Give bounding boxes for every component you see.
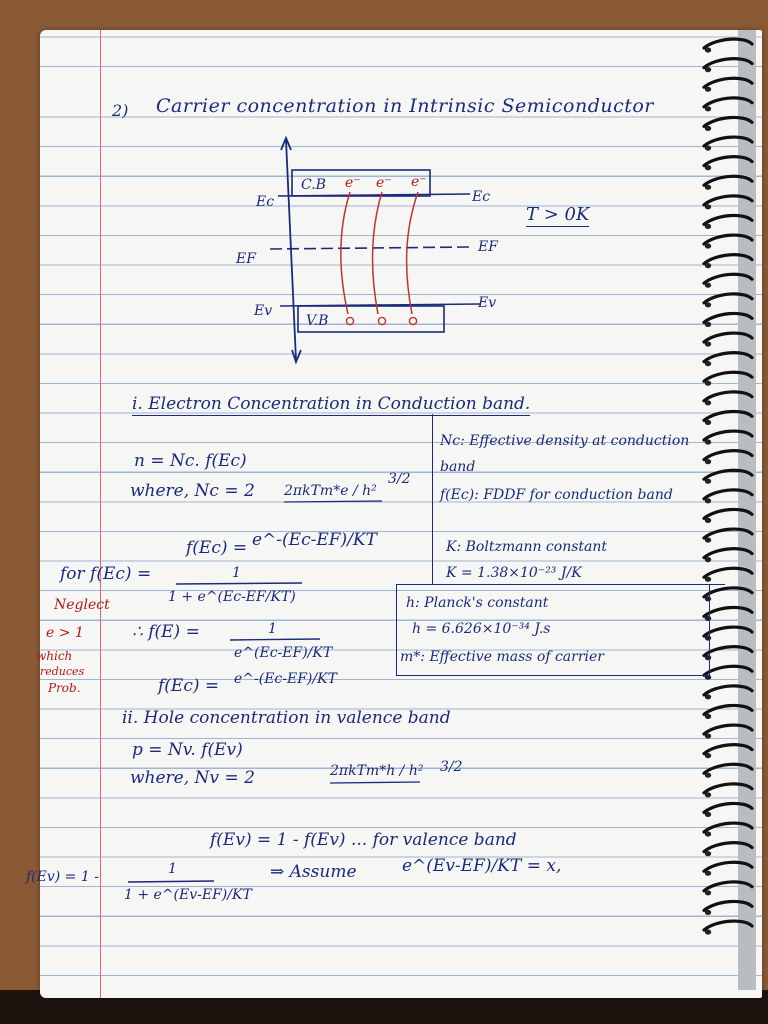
def-k-value: K = 1.38×10⁻²³ J/K bbox=[446, 565, 582, 581]
def-h: h: Planck's constant bbox=[406, 595, 549, 611]
def-k: K: Boltzmann constant bbox=[446, 539, 608, 555]
bracket-rule-2 bbox=[330, 782, 420, 783]
page-title: Carrier concentration in Intrinsic Semiconductor bbox=[156, 95, 654, 117]
assume-label: ⇒ Assume bbox=[270, 862, 357, 882]
margin-note-line3: which bbox=[36, 649, 73, 663]
result-value: e^-(Ec-EF)/KT bbox=[234, 671, 337, 687]
electron-2: e⁻ bbox=[376, 175, 392, 191]
frac-line-2 bbox=[230, 639, 320, 640]
ec-left-label: Ec bbox=[256, 194, 275, 210]
section-i-eq1: n = Nc. f(Ec) bbox=[134, 451, 247, 471]
bracket-rule-1 bbox=[284, 501, 382, 502]
assume-expression: e^(Ev-EF)/KT = x, bbox=[402, 856, 562, 876]
section-ii-heading: ii. Hole concentration in valence band bbox=[122, 708, 451, 728]
temperature-label: T > 0K bbox=[526, 204, 590, 225]
for-numerator: 1 bbox=[232, 565, 241, 581]
frac-line-1 bbox=[176, 583, 302, 584]
for-label: for f(Ec) = bbox=[60, 564, 152, 584]
therefore-numerator: 1 bbox=[268, 621, 277, 637]
def-nc: Nc: Effective density at conduction band bbox=[440, 433, 690, 475]
section-ii-eq3: f(Ev) = 1 - f(Ev) ... for valence band bbox=[210, 830, 517, 850]
section-i-heading: i. Electron Concentration in Conduction band. bbox=[132, 394, 531, 414]
title-number: 2) bbox=[112, 101, 129, 120]
margin-note-line5: Prob. bbox=[48, 681, 81, 695]
electron-3: e⁻ bbox=[411, 174, 427, 190]
margin-note-line1: Neglect bbox=[54, 597, 110, 613]
therefore-prefix: ∴ f(E) = bbox=[132, 622, 200, 642]
margin-note-line4: reduces bbox=[40, 665, 85, 678]
frac-line-3 bbox=[128, 881, 214, 882]
ev-right-label: Ev bbox=[478, 295, 497, 311]
section-i-eq2-exp: 3/2 bbox=[388, 471, 411, 487]
section-i-eq2-prefix: where, Nc = 2 bbox=[130, 481, 255, 501]
electron-1: e⁻ bbox=[345, 175, 361, 191]
cb-label: C.B bbox=[301, 177, 326, 193]
ec-right-label: Ec bbox=[472, 189, 491, 205]
ev-left-label: Ev bbox=[254, 303, 273, 319]
section-ii-eq4-num: 1 bbox=[168, 861, 177, 877]
for-denominator: 1 + e^(Ec-EF/KT) bbox=[168, 589, 296, 605]
vb-label: V.B bbox=[306, 313, 329, 329]
section-i-eq2-bracket: 2πkTm*e / h² bbox=[284, 483, 377, 499]
def-m: m*: Effective mass of carrier bbox=[400, 649, 604, 665]
ef-left-label: EF bbox=[236, 251, 256, 267]
section-ii-eq4-left: f(Ev) = 1 - bbox=[26, 869, 99, 885]
section-ii-eq1: p = Nv. f(Ev) bbox=[132, 740, 243, 760]
def-h-value: h = 6.626×10⁻³⁴ J.s bbox=[412, 621, 551, 637]
section-i-eq3-value: e^-(Ec-EF)/KT bbox=[252, 530, 377, 550]
section-ii-eq2-bracket: 2πkTm*h / h² bbox=[330, 763, 424, 779]
def-fec: f(Ec): FDDF for conduction band bbox=[440, 487, 673, 503]
margin-note-line2: e > 1 bbox=[46, 625, 84, 641]
result-prefix: f(Ec) = bbox=[158, 676, 220, 696]
section-ii-eq2-exp: 3/2 bbox=[440, 759, 463, 775]
therefore-denominator: e^(Ec-EF)/KT bbox=[234, 645, 333, 661]
ef-right-label: EF bbox=[478, 239, 498, 255]
section-ii-eq2-prefix: where, Nv = 2 bbox=[130, 768, 255, 788]
section-ii-eq4-den: 1 + e^(Ev-EF)/KT bbox=[124, 887, 252, 903]
section-i-eq3-prefix: f(Ec) = bbox=[186, 538, 248, 558]
